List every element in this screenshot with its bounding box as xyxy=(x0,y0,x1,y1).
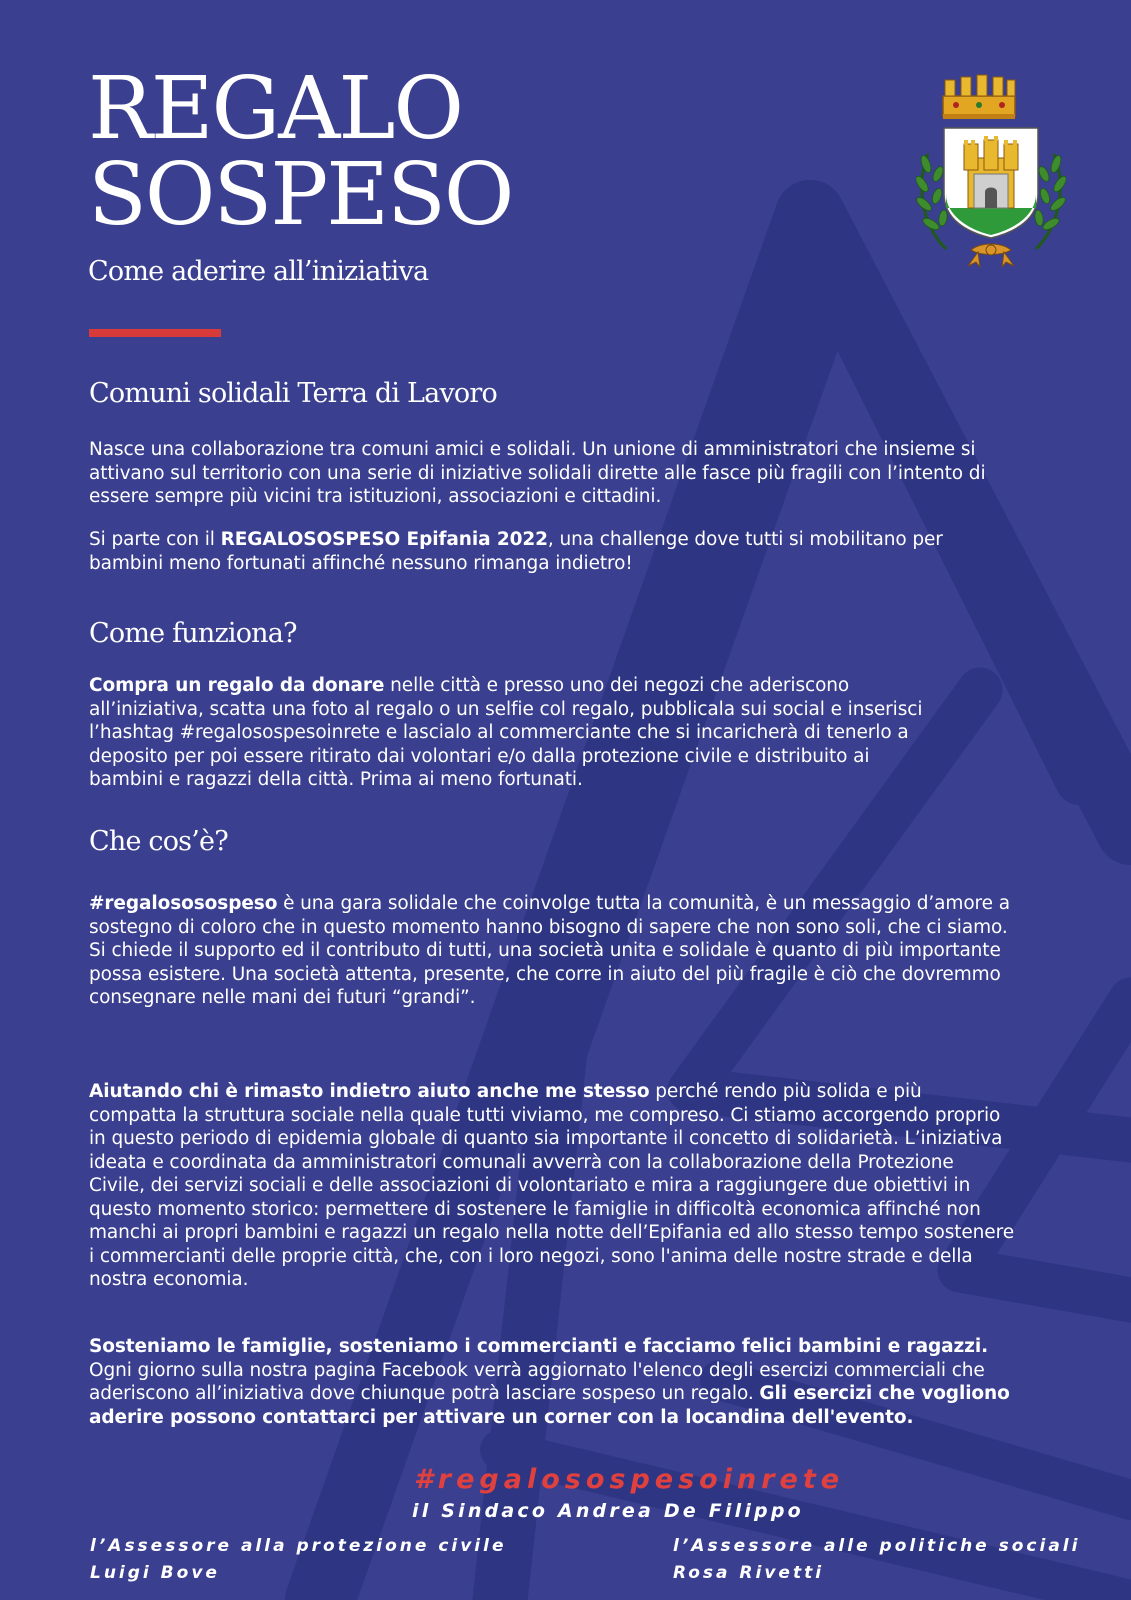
signatory-social-policies xyxy=(673,1533,1080,1587)
municipal-coat-of-arms-icon xyxy=(916,74,1066,268)
how-it-works-lead: Compra un regalo da donare xyxy=(89,675,385,696)
challenge-event-name: REGALOSOSPESO Epifania 2022 xyxy=(220,529,548,550)
what-is-it-text: è una gara solidale che coinvolge tutta la comunità, è un messaggio d’amore a sostegno di coloro che in questo momento hanno bisogno di sapere che non sono soli, che ci siamo. Si chiede il supporto ed il contributo di tutti, una società unita e solidale è quanto di più importante possa esistere. Una società attenta, presente, che corre in aiuto del più fragile è ciò che dovremmo consegnare nelle mani dei futuri “grandi”. xyxy=(89,893,1010,1008)
support-lead: Sosteniamo le famiglie, sosteniamo i commercianti e facciamo felici bambini e ragazzi. xyxy=(89,1336,988,1357)
title-line-2: SOSPESO xyxy=(88,145,513,245)
crown-icon xyxy=(943,75,1015,119)
what-is-it-hashtag: #regalososospeso xyxy=(89,893,278,914)
ribbon-icon xyxy=(968,244,1014,267)
helping-paragraph xyxy=(89,1080,1014,1292)
signatory-name: Luigi Bove xyxy=(90,1563,220,1583)
campaign-hashtag: #regalosospesoinrete xyxy=(414,1464,845,1495)
accent-divider xyxy=(89,329,221,337)
signatory-name: Rosa Rivetti xyxy=(673,1563,825,1583)
section-heading-come-funziona: Come funziona? xyxy=(89,618,297,649)
helping-text: perché rendo più solida e più compatta la struttura sociale nella quale tutti viviamo, me compreso. Ci stiamo accorgendo proprio in questo periodo di epidemia globale di quanto sia importante il concetto di solidarietà. L’iniziativa ideata e coordinata da amministratori comunali avverrà con la collaborazione della Protezione Civile, dei servizi sociali e delle associazioni di volontariato e mira a raggiungere due obiettivi in questo momento storico: permettere di sostenere le famiglie in difficoltà economica affinché non manchi ai propri bambini e ragazzi un regalo nella notte dell’Epifania ed allo stesso tempo sostenere i commercianti delle proprie città, che, con i loro negozi, sono l'anima delle nostre strade e della nostra economia. xyxy=(89,1081,1014,1290)
section-heading-comuni: Comuni solidali Terra di Lavoro xyxy=(89,378,497,409)
section-heading-che-cose: Che cos’è? xyxy=(89,826,228,857)
helping-lead: Aiutando chi è rimasto indietro aiuto anche me stesso xyxy=(89,1081,650,1102)
challenge-text-before: Si parte con il xyxy=(89,529,221,550)
signatory-role: l’Assessore alle politiche sociali xyxy=(673,1536,1081,1556)
poster-subtitle: Come aderire all’iniziativa xyxy=(88,256,429,287)
signatory-role: l’Assessore alla protezione civile xyxy=(90,1536,507,1556)
support-call-to-action: Gli esercizi che vogliono aderire possono contattarci per attivare un corner con la locandina dell'evento. xyxy=(89,1383,1010,1428)
intro-paragraph: Nasce una collaborazione tra comuni amici e solidali. Un unione di amministratori che insieme si attivano sul territorio con una serie di iniziative solidali dirette alle fasce più fragili con l’intento di essere sempre più vicini tra istituzioni, associazioni e cittadini. xyxy=(89,439,986,507)
shield-icon xyxy=(944,128,1038,238)
what-is-it-paragraph xyxy=(89,892,1014,1010)
signatory-civil-protection xyxy=(90,1533,506,1587)
mayor-signature: il Sindaco Andrea De Filippo xyxy=(412,1500,804,1522)
how-it-works-text: nelle città e presso uno dei negozi che aderiscono all’iniziativa, scatta una foto al regalo o un selfie col regalo, pubblicala sui social e inserisci l’hashtag #regalosospesoinrete e lascialo al commerciante che si incaricherà di tenerlo a deposito per poi essere ritirato dai volontari e/o dalla protezione civile e distribuito ai bambini e ragazzi della città. Prima ai meno fortunati. xyxy=(89,675,923,790)
how-it-works-paragraph xyxy=(89,674,939,792)
challenge-text-after: , una challenge dove tutti si mobilitano per bambini meno fortunati affinché nessuno rimanga indietro! xyxy=(89,529,943,574)
support-paragraph xyxy=(89,1335,1014,1429)
support-text: Ogni giorno sulla nostra pagina Facebook verrà aggiornato l'elenco degli esercizi commerciali che aderiscono all’iniziativa dove chiunque potrà lasciare sospeso un regalo. xyxy=(89,1359,985,1404)
poster-title xyxy=(88,59,513,245)
title-line-1: REGALO xyxy=(88,59,462,159)
challenge-paragraph xyxy=(89,528,1014,575)
